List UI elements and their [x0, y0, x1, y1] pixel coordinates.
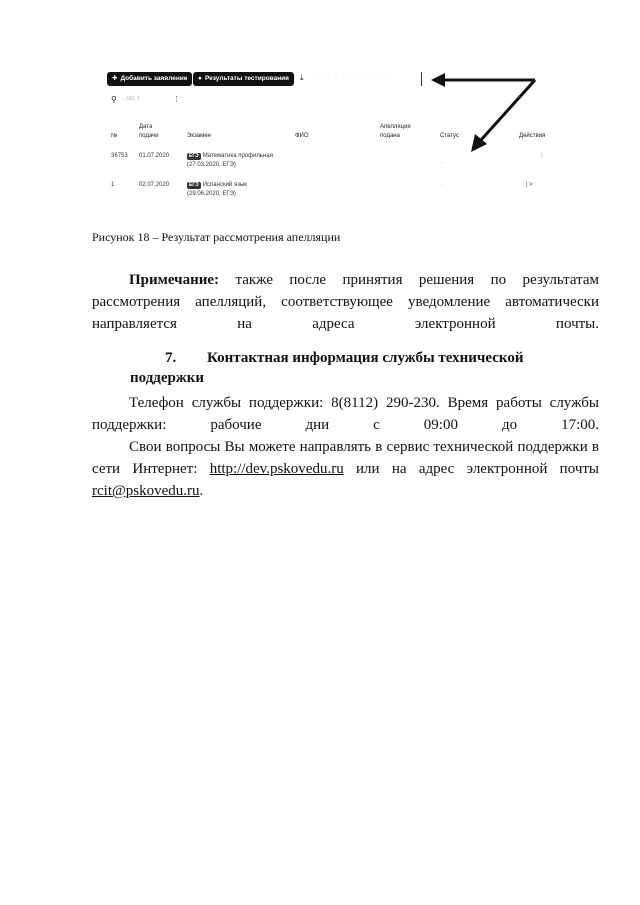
col-actions: Действия	[519, 133, 546, 139]
row-exam-date: (29.06.2020, ЕГЭ)	[187, 191, 236, 197]
download-label-faint: · · · · · · · · · · ·	[312, 75, 393, 81]
phone-paragraph: Телефон службы поддержки: 8(8112) 290-230. Время работы службы поддержки: рабочие дни с 09:00 до 17:00.	[92, 395, 599, 433]
arrow-shaft-diagonal	[481, 80, 535, 140]
col-fio: ФИО	[295, 133, 309, 139]
support-link[interactable]: http://dev.pskovedu.ru	[209, 461, 344, 477]
figure-screenshot	[103, 66, 603, 216]
more-vertical-icon[interactable]: ⋮	[173, 96, 180, 103]
record-icon: ●	[198, 75, 202, 82]
col-num: №	[111, 133, 118, 139]
row-num: 36753	[111, 153, 128, 159]
add-application-button[interactable]: ✚ Добавить заявление	[107, 72, 192, 86]
section-title-continued: поддержки	[130, 370, 205, 386]
note-label: Примечание:	[129, 272, 220, 288]
row-exam-date: (27.03.2020, ЕГЭ)	[187, 162, 236, 168]
row-date: 02.07.2020	[139, 182, 170, 188]
exam-type-badge: ЕГЭ	[189, 153, 199, 159]
plus-icon: ✚	[112, 75, 118, 82]
figure-caption: Рисунок 18 – Результат рассмотрения апелляции	[92, 230, 341, 244]
col-status: Статус	[440, 133, 459, 139]
note-text: также после принятия решения по результатам рассмотрения апелляций, соответствующее уведомление автоматически направляется на адреса электронной почты.	[92, 272, 599, 332]
row-actions[interactable]: | >	[526, 182, 533, 188]
section-title: Контактная информация службы технической	[207, 350, 524, 366]
arrow-head-left	[431, 73, 445, 87]
row-status: ...	[440, 182, 446, 188]
col-exam: Экзамен	[187, 133, 211, 139]
questions-paragraph: Свои вопросы Вы можете направлять в сервис технической поддержки в сети Интернет: http://dev.pskovedu.ru или на адрес электронной почты rcit@pskovedu.ru.	[92, 439, 599, 499]
section-number: 7.	[165, 350, 177, 366]
row-actions[interactable]: ⋮	[539, 153, 545, 159]
row-num: 1	[111, 182, 115, 188]
col-appeal-top: Апелляция	[380, 124, 411, 130]
download-icon[interactable]: ⤓	[300, 73, 304, 82]
search-icon: ⚲	[111, 95, 117, 104]
row-exam: ЕГЭ Испанский язык	[189, 182, 247, 188]
email-link[interactable]: rcit@pskovedu.ru	[92, 483, 200, 499]
col-appeal-bottom: подана	[380, 133, 400, 139]
col-date-top: Дата	[139, 124, 153, 130]
col-date-bottom: подачи	[139, 133, 159, 139]
exam-type-badge: ЕГЭ	[189, 182, 199, 188]
row-exam: ЕГЭ Математика профильная	[189, 153, 273, 159]
row-date: 01.07.2020	[139, 153, 170, 159]
test-results-button[interactable]: ● Результаты тестирования	[193, 72, 294, 86]
note-paragraph	[92, 269, 599, 335]
row-status: ...	[440, 159, 446, 165]
annotation-arrows	[103, 66, 603, 216]
